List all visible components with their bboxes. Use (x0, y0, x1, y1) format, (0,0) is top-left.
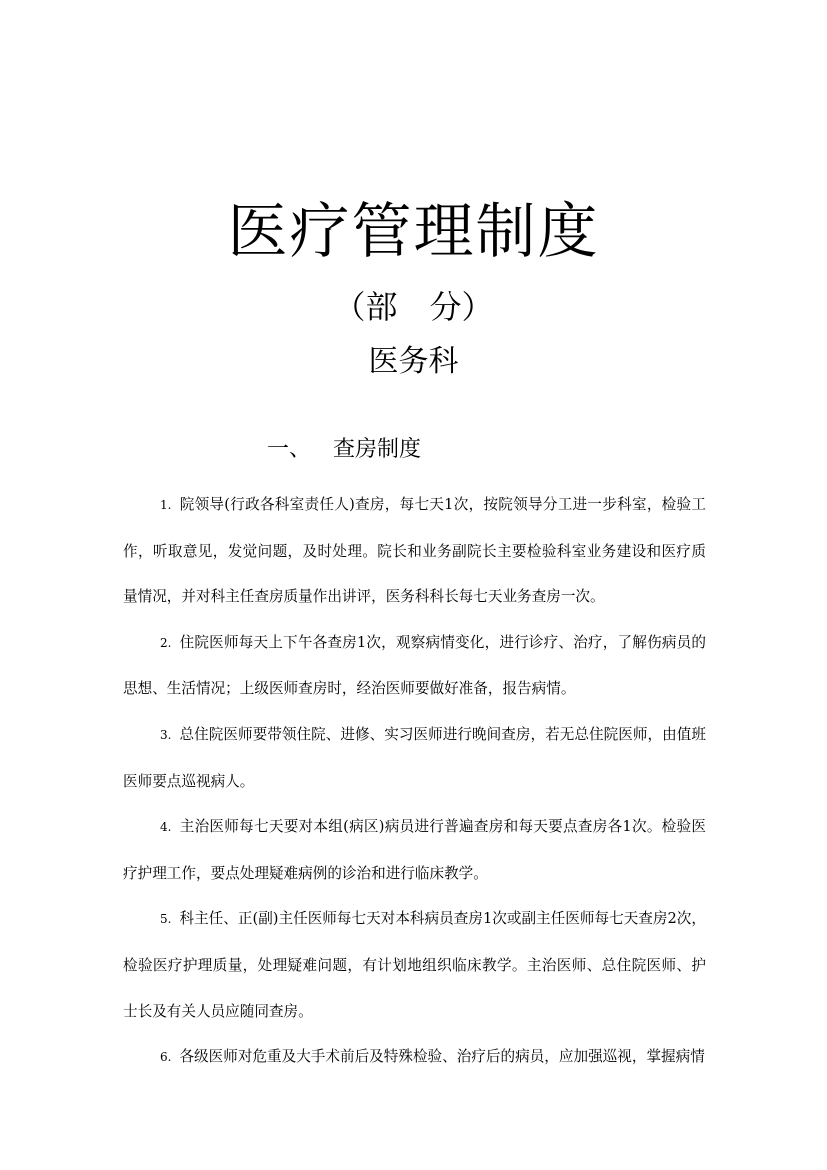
paragraph-text: 科主任、正(副)主任医师每七天对本科病员查房1次或副主任医师每七天查房2次，检验医疗护理质量，处理疑难问题，有计划地组织临床教学。主治医师、总住院医师、护士长及有关人员应随同查房。 (123, 910, 706, 1020)
section-heading (267, 434, 421, 466)
paragraph-number: 1. (160, 498, 172, 512)
paragraph-number: 2. (160, 635, 172, 650)
paragraph-text: 院领导(行政各科室责任人)查房，每七天1次，按院领导分工进一步科室，检验工作，听取意见，发觉问题，及时处理。院长和业务副院长主要检验科室业务建设和医疗质量情况，并对科主任查房质量作出讲评，医务科科长每七天业务查房一次。 (123, 496, 706, 606)
document-title: 医疗管理制度 (227, 197, 600, 267)
paragraph-4 (123, 804, 706, 896)
paragraph-number: 3. (160, 727, 172, 742)
paragraph-6 (123, 1034, 706, 1081)
department-name: 医务科 (368, 344, 459, 379)
paragraph-text: 各级医师对危重及大手术前后及特殊检验、治疗后的病员，应加强巡视，掌握病情 (179, 1048, 705, 1066)
document-subtitle: （部 分） (333, 288, 494, 326)
paragraph-1 (123, 482, 706, 620)
section-body (123, 482, 706, 1081)
paragraph-3 (123, 712, 706, 804)
paragraph-text: 主治医师每七天要对本组(病区)病员进行普遍查房和每天要点查房各1次。检验医疗护理工作，要点处理疑难病例的诊治和进行临床教学。 (123, 818, 706, 882)
paragraph-text: 住院医师每天上下午各查房1次，观察病情变化，进行诊疗、治疗，了解伤病员的思想、生活情况；上级医师查房时，经治医师要做好准备，报告病情。 (123, 633, 706, 698)
paragraph-5 (123, 896, 706, 1034)
paragraph-text: 总住院医师要带领住院、进修、实习医师进行晚间查房，若无总住院医师，由值班医师要点巡视病人。 (123, 725, 706, 790)
paragraph-2 (123, 620, 706, 712)
paragraph-number: 4. (160, 820, 172, 835)
paragraph-number: 6. (160, 1050, 172, 1065)
section-title: 查房制度 (333, 437, 422, 462)
section-number: 一、 (267, 437, 312, 462)
paragraph-number: 5. (160, 912, 172, 927)
